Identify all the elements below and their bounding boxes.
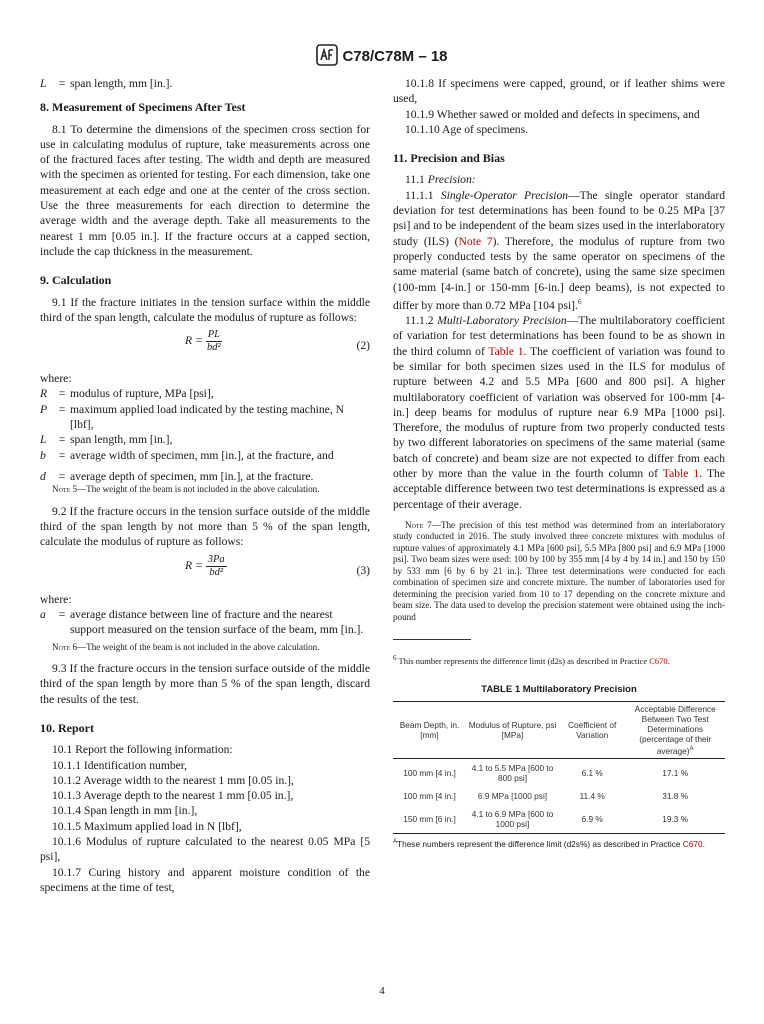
c670-link[interactable]: C670 bbox=[649, 656, 668, 667]
equation-3: R = $\frac{3Pa}{\text{bd²}}$ (3) bbox=[185, 553, 370, 578]
equation-number: (3) bbox=[356, 563, 370, 577]
paragraph-8-1: 8.1 To determine the dimensions of the specimen cross section for use in calculating modulus of rupture, take measurements across one of the fractured faces after testing. The width and depth are measured with the specimen as oriented for testing. For each dimension, take one measurement at each edge and one at the center of the cross section. Use the three measurements for each direction to determine the average width and the average depth. Take all measurements to the nearest 1 mm [0.05 in.]. If the fracture occurs at a capped section, include the cap thickness in the measurement. bbox=[40, 122, 371, 258]
list-item: 10.1.9 Whether sawed or molded and defects in specimens, and bbox=[405, 107, 700, 121]
footnote-6-link[interactable]: 6 bbox=[577, 297, 582, 306]
list-item: 10.1.3 Average depth to the nearest 1 mm [0.05 in.], bbox=[52, 789, 294, 803]
column-header: Beam Depth, in. [mm] bbox=[399, 719, 460, 740]
column-header: Acceptable Difference Between Two Test Determinations (percentage of their average)$^A$ bbox=[634, 703, 716, 756]
paragraph-11-1-2: 11.1.2 Multi-Laboratory Precision—The multilaboratory coefficient of variation for test determinations has been found to be as shown in the third column of Table 1. The coefficient of variation was found to be similar for both specimen sizes used in the ILS for modulus of rupture between 4.2 and 5.5 MPa [600 and 800 psi]. A higher multilaboratory coefficient of variation was observed for 100-mm [4-in.] deep beams for modulus of rupture near 6.9 MPa [1000 psi]. Therefore, the modulus of rupture from two properly conducted tests by two different laboratories on specimens of the same material (same batch of concrete) and beam size are not expected to differ from each other by more than the value in the fourth column of Table 1. The acceptable difference between two test determinations is expressed as a percentage of their average. bbox=[393, 314, 726, 511]
equation-2: R = $\frac{PL}{\text{bd²}}$ (2) bbox=[185, 329, 370, 354]
astm-logo-icon bbox=[316, 44, 338, 66]
table-title: TABLE 1 Multilaboratory Precision bbox=[481, 683, 637, 695]
column-header: Coefficient of Variation bbox=[568, 719, 617, 740]
report-list bbox=[40, 742, 370, 895]
table-header-row bbox=[393, 701, 725, 758]
note-7-link[interactable]: Note 7 bbox=[458, 234, 493, 248]
right-column bbox=[393, 76, 725, 848]
table-1-link[interactable]: Table 1 bbox=[662, 466, 700, 480]
precision-table bbox=[393, 701, 725, 834]
list-item: 10.1.4 Span length in mm [in.], bbox=[52, 804, 198, 818]
list-item: 10.1.1 Identification number, bbox=[52, 758, 188, 772]
page-number: 4 bbox=[379, 985, 385, 997]
equation-number: (2) bbox=[356, 339, 370, 353]
list-item: 10.1.8 If specimens were capped, ground, or if leather shims were used, bbox=[393, 77, 725, 106]
list-item: 10.1 Report the following information: bbox=[52, 743, 233, 757]
list-item: 10.1.10 Age of specimens. bbox=[405, 122, 529, 136]
document-title: C78/C78M – 18 bbox=[342, 48, 448, 65]
table-footnote: $^A$These numbers represent the difference limit (d2s%) as described in Practice C670. bbox=[393, 838, 705, 849]
list-item: 10.1.2 Average width to the nearest 1 mm [0.05 in.], bbox=[52, 773, 294, 787]
paragraph-9-1: 9.1 If the fracture initiates in the tension surface within the middle third of the span length, calculate the modulus of rupture as follows: bbox=[40, 295, 370, 324]
paragraph-11-1-1: 11.1.1 Single-Operator Precision—The single operator standard deviation for test determinations has been found to be 0.25 MPa [37 psi] and to be independent of the beam sizes used in the interlaboratory study (ILS) (Note 7). Therefore, the modulus of rupture from two properly conducted tests by the same operator on specimens of the same material (same batch of concrete), using the same size specimen (100-mm [4-in.] or 150-mm [6-in.] deep beams), is not expected to differ by more than 0.72 MPa [104 psi].$^6$ bbox=[393, 188, 725, 312]
where-label: where: bbox=[40, 592, 72, 606]
section-11-title: 11. Precision and Bias bbox=[393, 151, 505, 166]
section-8-title: 8. Measurement of Specimens After Test bbox=[40, 100, 246, 115]
footnote-6: $^6$ This number represents the difference limit (d2s) as described in Practice C670. bbox=[393, 651, 725, 669]
section-10-title: 10. Report bbox=[40, 720, 94, 735]
definition-a: a = average distance between line of fracture and the nearest support measured on the tension surface of the beam, mm [in.]. bbox=[40, 607, 364, 637]
page-header bbox=[0, 44, 764, 66]
definition-l: L = span length, mm [in.]. bbox=[40, 77, 173, 90]
paragraph-9-2: 9.2 If the fracture occurs in the tension surface outside of the middle third of the span length by not more than 5 % of the span length, calculate the modulus of rupture as follows: bbox=[40, 504, 370, 549]
note-6: Note 6—The weight of the beam is not included in the above calculation. bbox=[52, 641, 320, 652]
section-9-title: 9. Calculation bbox=[40, 273, 112, 288]
note-7: Note 7—The precision of this test method was determined from an interlaboratory study conducted in 2016. The study involved three concrete mixtures with modulus of rupture values of approximately 4.1 MPa [600 psi], 5.5 MPa [800 psi] and 6.9 MPa [1000 psi]. Two beam sizes were used: 100 by 100 by 355 mm [4 by 4 by 14 in.] and 150 by 150 by 533 mm [6 by 6 by 21 in.]. Three test determinations were conducted for each combination of specimen size and concrete mixture. The number of laboratories used for determining the precision varied from 10 to 17 depending on the concrete mixture and beam size. The data used to develop the precision statement were obtained using the inch-pound bbox=[393, 519, 725, 622]
list-item: 10.1.5 Maximum applied load in N [lbf], bbox=[52, 819, 242, 833]
where-label: where: bbox=[40, 372, 72, 386]
table-row: 150 mm [6 in.] 4.1 to 6.9 MPa [600 to 1000 psi] 6.9 % 19.3 % bbox=[393, 805, 725, 834]
c670-link[interactable]: C670 bbox=[682, 838, 703, 849]
list-item: 10.1.6 Modulus of rupture calculated to the nearest 0.05 MPa [5 psi], bbox=[40, 834, 370, 864]
definitions-list: R = modulus of rupture, MPa [psi], P = maximum applied load indicated by the testing machine, N [lbf], L = span length, mm [in.], b = average width of specimen, mm [in.], at the fracture, and d = average depth of specimen, mm [in.], at the fracture. bbox=[40, 387, 344, 483]
list-item: 10.1.7 Curing history and apparent moisture condition of the specimens at the time of test, bbox=[40, 865, 370, 894]
table-row: 100 mm [4 in.] 6.9 MPa [1000 psi] 11.4 % 31.8 % bbox=[403, 790, 689, 801]
note-5: Note 5—The weight of the beam is not included in the above calculation. bbox=[52, 484, 320, 495]
table-row: 100 mm [4 in.] 4.1 to 5.5 MPa [600 to 800 psi] 6.1 % 17.1 % bbox=[403, 762, 689, 783]
left-column bbox=[40, 76, 370, 895]
table-1-link[interactable]: Table 1 bbox=[488, 344, 524, 358]
paragraph-11-1: 11.1 Precision: bbox=[405, 173, 476, 187]
column-header: Modulus of Rupture, psi [MPa] bbox=[468, 719, 557, 740]
paragraph-9-3: 9.3 If the fracture occurs in the tension surface outside of the middle third of the span length by more than 5 % of the span length, discard the results of the test. bbox=[40, 662, 370, 706]
